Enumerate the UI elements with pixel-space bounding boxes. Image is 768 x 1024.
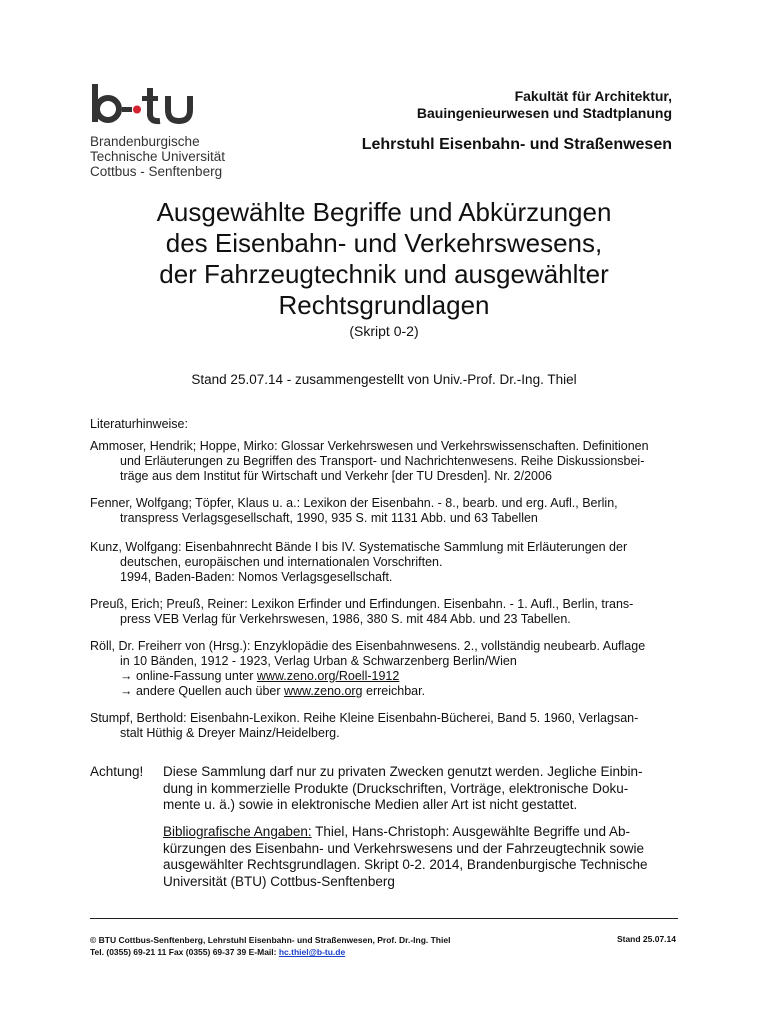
biblio-line: kürzungen des Eisenbahn- und Verkehrswesens und der Fahrzeugtechnik sowie: [163, 840, 645, 856]
btu-wordmark-icon: [90, 82, 200, 126]
footer-line-2: [90, 946, 450, 958]
bibliographic-info: [163, 824, 678, 890]
ref-line: und Erläuterungen zu Begriffen des Transport- und Nachrichtenwesens. Reihe Diskussionsbei-: [120, 454, 645, 468]
btu-logo: [90, 82, 240, 179]
biblio-line: Universität (BTU) Cottbus-Senftenberg: [163, 873, 395, 889]
ref-line: Kunz, Wolfgang: Eisenbahnrecht Bände I bis IV. Systematische Sammlung mit Erläuterungen der: [90, 540, 628, 554]
notice-text: [163, 764, 678, 814]
document-title: [0, 197, 768, 321]
reference-roell: [90, 639, 672, 699]
chair-heading: Lehrstuhl Eisenbahn- und Straßenwesen: [361, 136, 672, 153]
notice-line: dung in kommerzielle Produkte (Druckschriften, Vorträge, elektronische Doku-: [163, 780, 629, 796]
reference-kunz: [90, 540, 672, 585]
biblio-line: ausgewählter Rechtsgrundlagen. Skript 0-2. 2014, Brandenburgische Technische: [163, 857, 648, 872]
ref-line: transpress Verlagsgesellschaft, 1990, 935 S. mit 1131 Abb. und 63 Tabellen: [120, 511, 538, 525]
reference-fenner: [90, 496, 672, 526]
document-subtitle: (Skript 0-2): [349, 323, 419, 339]
ref-link-line-2: [90, 684, 672, 699]
faculty-line-1: Fakultät für Architektur,: [514, 88, 672, 104]
title-line-1: Ausgewählte Begriffe und Abkürzungen: [156, 197, 612, 227]
ref-line: 1994, Baden-Baden: Nomos Verlagsgesellschaft.: [120, 570, 393, 584]
ref-line: Ammoser, Hendrik; Hoppe, Mirko: Glossar Verkehrswesen und Verkehrswissenschaften. Definitionen: [90, 439, 649, 453]
reference-preuss: [90, 597, 672, 627]
ref-link-line-1: [90, 669, 672, 684]
biblio-line-1: [163, 824, 678, 841]
faculty-line-2: Bauingenieurwesen und Stadtplanung: [416, 105, 672, 121]
title-line-2: des Eisenbahn- und Verkehrswesens,: [165, 228, 603, 258]
arrow-prefix: → andere Quellen auch über: [120, 684, 284, 698]
logo-line-2: Technische Universität: [90, 149, 226, 164]
ref-line: stalt Hüthig & Dreyer Mainz/Heidelberg.: [120, 726, 340, 740]
title-line-4: Rechtsgrundlagen: [278, 290, 490, 320]
notice-line: mente u. ä.) sowie in elektronische Medien aller Art ist nicht gestattet.: [163, 797, 578, 812]
link-suffix: erreichbar.: [362, 684, 426, 698]
title-line-3: der Fahrzeugtechnik und ausgewählter: [159, 259, 609, 289]
ref-line: in 10 Bänden, 1912 - 1923, Verlag Urban & Schwarzenberg Berlin/Wien: [120, 654, 517, 668]
footer-phone: Tel. (0355) 69-21 11 Fax (0355) 69-37 39 E-Mail:: [90, 947, 279, 957]
footer-stand: Stand 25.07.14: [616, 934, 676, 944]
ref-line: press VEB Verlag für Verkehrswesen, 1986, 380 S. mit 484 Abb. und 23 Tabellen.: [120, 612, 571, 626]
faculty-heading: [417, 88, 672, 122]
logo-line-1: Brandenburgische: [90, 134, 200, 149]
reference-ammoser: [90, 439, 672, 484]
biblio-first-text: Thiel, Hans-Christoph: Ausgewählte Begriffe und Ab-: [311, 824, 631, 839]
ref-line: Fenner, Wolfgang; Töpfer, Klaus u. a.: Lexikon der Eisenbahn. - 8., bearb. und erg. Aufl., Berlin,: [90, 496, 618, 510]
ref-line: träge aus dem Institut für Wirtschaft und Verkehr [der TU Dresden]. Nr. 2/2006: [120, 469, 552, 483]
literature-heading: Literaturhinweise:: [90, 417, 188, 431]
notice-label: Achtung!: [90, 764, 144, 779]
ref-line: deutschen, europäischen und internationalen Vorschriften.: [120, 555, 443, 569]
biblio-label: Bibliografische Angaben:: [163, 824, 312, 839]
footer-line-1: © BTU Cottbus-Senftenberg, Lehrstuhl Eisenbahn- und Straßenwesen, Prof. Dr.-Ing. Thiel: [90, 935, 451, 945]
arrow-prefix: → online-Fassung unter: [120, 669, 257, 683]
stand-line: Stand 25.07.14 - zusammengestellt von Univ.-Prof. Dr.-Ing. Thiel: [191, 372, 577, 387]
ref-line: Röll, Dr. Freiherr von (Hrsg.): Enzyklopädie des Eisenbahnwesens. 2., vollständig neubearb. Auflage: [90, 639, 646, 653]
email-link[interactable]: hc.thiel@b-tu.de: [278, 947, 346, 957]
footer-divider: [90, 918, 678, 919]
zeno-link[interactable]: www.zeno.org: [284, 684, 363, 698]
notice-line: Diese Sammlung darf nur zu privaten Zwecken genutzt werden. Jegliche Einbin-: [163, 764, 643, 779]
reference-stumpf: [90, 711, 672, 741]
ref-line: Preuß, Erich; Preuß, Reiner: Lexikon Erfinder und Erfindungen. Eisenbahn. - 1. Aufl., Berlin, trans-: [90, 597, 634, 611]
footer-contact: [90, 934, 450, 958]
zeno-roell-link[interactable]: www.zeno.org/Roell-1912: [256, 669, 400, 683]
ref-line: Stumpf, Berthold: Eisenbahn-Lexikon. Reihe Kleine Eisenbahn-Bücherei, Band 5. 1960, Verlagsan-: [90, 711, 639, 725]
logo-line-3: Cottbus - Senftenberg: [90, 164, 223, 179]
